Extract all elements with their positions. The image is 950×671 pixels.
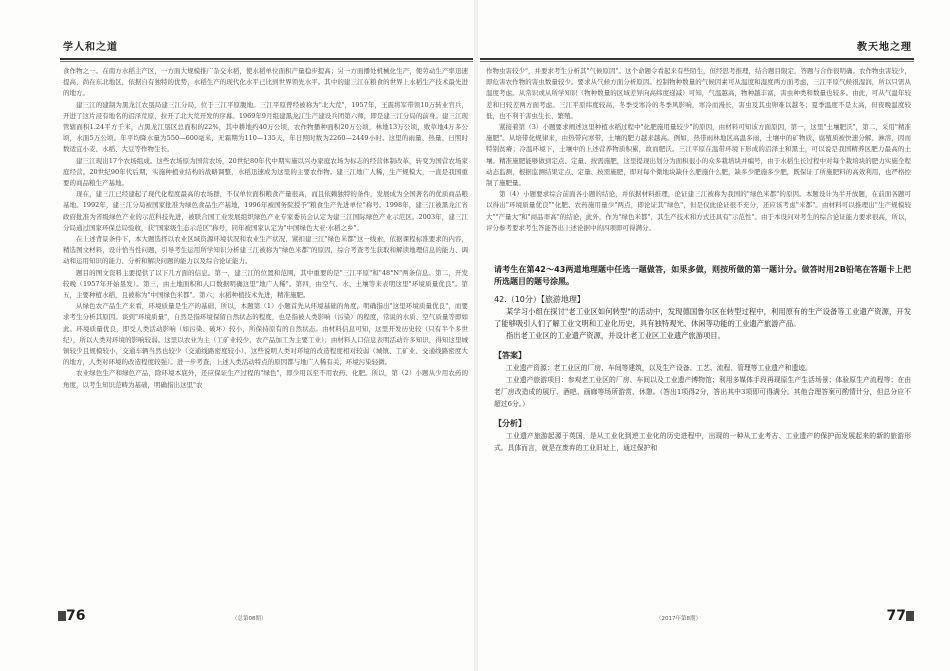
page-marker-square [58, 611, 66, 621]
paragraph: 从绿色农产品生产来看，环境质量是生产的基础，所以，本题第（1）小题首先从环境基础的角度，明确指出"这里环境质量优良"，而要求考生分析其原因。谈到"环境质量"，自然是指环境保留自然状态的程度，也是指被人类影响（污染）的程度，常说的水质、空气质量等即如此。环境质量优良，即受人类活动影响（如污染、破坏）较小，所保持原有的自然状态。由材料信息可知，这里开发历史较（只有半个多世纪），所以人类对环境的影响较弱。这里以农业为主（工矿业较少，农产品加工为主要工业）；由材料人口信息表明活动许多知识，得知这里城镇较少且规模较小，交通车辆当然也较少（交通线路密度较小），这些说明人类对环境的改造程度相对较弱（城镇、工矿业、交通线路密度大的地方，人类对环境的改造程度较强）。进一步考查，上述人类活动特点的原因都与地广人稀有关，环境污染轻微。 [63, 302, 468, 367]
paragraph: 建三江的建制为黑龙江农垦局建三江分局，位于三江平原腹地。三江平原曾经被称为"北大荒"，1957年，王震将军带领10万转业官兵，开进了这片浸有地名的沼泽荒原，拉开了北大荒开发的序幕。1969年9月组建黑龙江生产建设兵团第六师，即是建三江分局的前身。建三江现管辖面积1.24平方千米，占黑龙江垦区总面积的22%，其中耕地约40万公顷，农作物播种面积20万公顷，林地13万公顷，败草地4万多公顷，水面5万公顷。年平均降水量为550—600毫米，无霜期为110—135天，年日照时数为2260—2449小时。这里的雨量、热量、日照时数适宜小麦、水稻、大豆等作物生长。 [63, 100, 468, 154]
paragraph: 作物虫害较少"，并要求考生分析其"气候原因"。这个命题令看起来有些陌生，但经思考推理，结合题目限定，答题与合作很明确。农作物虫害较少，即危害农作物的害虫数量较少。要求从气候方面分析原因。控制物种数量的气候因素可从温度和湿度两方面考虑，三江平原气候很湿润，所以只需从温度考虑。从常识或从所学知识（物种数量的区域差异向高纬度递减）可知，气温越高，物种越丰富，害虫种类和数量也较多。由此，可从气温年较差和日较差两方面考虑。三江平原纬度较高，冬季受寒冷的冬季风影响，寒冷而漫长，害虫及其虫卵难以越冬；夏季温度不是太高，但夜晚温度较低，也不利于害虫生长、繁殖。 [486, 67, 911, 120]
answer-line: 工业遗产旅游项目：参观老工业区的厂房、车间以及工业遗产博物馆；利用多媒体手段再现原生产生活场景；体验原生产流程等；在由老厂房改造成的展厅、酒吧、画廊等场所游赏、休憩。（答出1项得2分，答出其中3项即可得满分。其他合理答案可酌情计分，但总分应不超过6分。） [494, 376, 911, 409]
header-rule-thin [480, 61, 914, 62]
issue-label: （2017年第8期） [656, 616, 701, 622]
page-number: 76 [58, 608, 85, 624]
issue-label: （总第08期） [232, 616, 267, 622]
question-body: 某学习小组在探讨"老工业区如何转型"的活动中，发现德国鲁尔区在转型过程中，利用原有的生产设备等工业遗产资源，开发了能够吸引人们了解工业文明和工业化历史，具有独特观光、休闲等功能的工业遗产旅游产品。 [494, 307, 911, 329]
right-body-text [486, 66, 911, 454]
analysis-label: 【分析】 [494, 419, 526, 429]
paragraph: 农业绿色生产和绿色产品，除环境本底外，还应保证生产过程的"绿色"，即少用以至不用农药、化肥。所以，第（2）小题从少用农药的角度，以考生知识范畴为基础，明确指出这里"农 [63, 369, 468, 389]
answer-line: 工业遗产资源：老工业区的厂房、车间等建筑，以及生产设备、工艺、流程、管理等工业遗产和遗迹。 [506, 364, 812, 373]
header-rule-thin [60, 61, 473, 62]
question-heading: 42.（10分）【旅游地理】 [494, 295, 585, 305]
header-rule [60, 58, 473, 60]
page-number: 77 [887, 608, 914, 624]
left-body-text [63, 66, 468, 391]
paragraph: 食作物之一。在南方水稻主产区，一方面大规模推广杂交水稻，使水稻单位面积产量稳步提高；另一方面播处机械化生产，使劳动生产率迅速提高，尚在东北地区，依据自有独特的优势，水稻生产的现代化水平已比到世界领先水平。其中的建三江在粮食的世界上水稻生产技术最先进的地方。 [63, 67, 468, 98]
left-page-header: 学人和之道 [63, 42, 118, 53]
exam-instruction: 请考生在第42～43两道地理题中任选一题做答，如果多做，则按所做的第一题计分。做答时用2B铅笔在答题卡上把所选题目的题号涂黑。 [494, 265, 911, 287]
paragraph: 第（4）小题要求综合前面各小题的结论，并依据材料推理，论证建三江被称为我国的"绿色米都"的原因。本题设计为半开放题，在前面各题可以得出"环境质量优良""化肥、农药施用量少"两点，即论证其"绿色"，但是仅此论证很不充分，还应该考虑"米都"。由材料可以推理出"生产规模较大""产量大"和"商品率高"的结论，此外，作为"绿色米都"，其生产技术和方式还具有"示范性"。由于本设问对考生的综合论证能力要求很高，所以，评分参考要求考生答能答出上述论据中的四项即可得满分。 [486, 190, 911, 232]
paragraph: 紧接着第（3）小题要求阐述这里种植水稻过程中"化肥施用量较少"的原因，由材料可知该方面原因，第一，这里"土壤肥沃"，第二，采用"精准施肥"。从培带化规律来，由热带向寒带，土壤的肥力越来越高。例如，热带雨林地区高温多雨，土壤中的矿物质、腐殖质被快速分解、淋溶，因而特别贫瘠；冷温环境下，土壤中的上述营养物质积累，故而肥沃。三江平原在温带环境下形成的沼泽土和黑土，可以说是我国精养区肥力最高的土壤。精准施肥能够做到定点、定量、按需施肥，这里提现出划分为面积很小的众多栽培块并编号，由于水稻生长过程中对每个栽培块的肥力实施全程动态监测，根据监测结果定点、定量、按需施肥，即对每个微地块缺什么肥施什么肥，缺多少肥施多少肥，既保证了所施肥料的高效利用，也严格控制了施肥量。 [486, 123, 911, 188]
question-task: 指出老工业区的工业遗产资源，并设计老工业区工业遗产旅游项目。 [506, 331, 725, 341]
right-page [478, 0, 950, 671]
paragraph: 现在，建三江已经建起了现代化程度最高的农场群，不仅单位面积粮食产量很高，而且依赖独特的条件，发展成为全国著名的优质商品粮基地。1992年，建三江分局被国家批准为绿色食品生产基地，1996年被国务院授予"粮食生产先进单位"称号。1998年，建三江被黑龙江省政府批准为省级绿色产业的示范科技先进，被联合国工业发展组织绿色产业专家委员会认定为建三江国际绿色产业示范区。2003年，建三江分局通过国家环保总局验收，获"国家级生态示范区"称号，同年被国家认定为"中国绿色大亚·水稻之乡"。 [63, 190, 468, 232]
paragraph: 题目的图文资料主要提供了以下几方面的信息。第一，建三江的位置和范围，其中重要的是"三江平原"和"48°N"两条信息。第二，开发较晚（1957年开始垦发）。第三，由土地面积和人口数据明确这里"地广人稀"。第四，由空气、水、土壤等来表明这里"环境质量优良"。第五，主要种植水稻，且被称为"中国绿色米都"。第六，水稻种植技术先进，精准施肥。 [63, 268, 468, 300]
paragraph: 在上述背景条件下，本大题选择以农业区域资源环境状况和农业生产状况，紧扣建三江"绿色米都"这一线索，依据课程标准要求的内容，精选图文材料，设计恰当性问题，引导考生运用所学知识分析建三江被称为"绿色米都"的原因，综合考查考生获取和解读地理信息的能力、调动和运用知识的能力、分析和解决问题的能力以及综合论证能力。 [63, 235, 468, 266]
analysis-line: 工业遗产旅游起源于英国，是从工业化到逆工业化的历史进程中，出现的一种从工业考古、工业遗产的保护而发展起来的新的旅游形式。具体而言，就是在废弃的工业旧址上，通过保护和 [494, 432, 911, 453]
answer-label: 【答案】 [494, 351, 526, 361]
page-marker-square [906, 611, 914, 621]
paragraph: 建三江现出17个农场组成。这些农场原为国营农场，20世纪80年代中期实施以兴办家庭农场为标志的经营体制改革，转变为国营农场家庭经营。20世纪90年代后期，实施种植业结构的战略调整，水稻迅速成为这里的主要农作物。建三江地广人稀，生产规模大，一直是我国重要的商品粮生产基地。 [63, 156, 468, 188]
right-page-header: 教天地之理 [857, 42, 912, 53]
header-rule [480, 58, 914, 60]
